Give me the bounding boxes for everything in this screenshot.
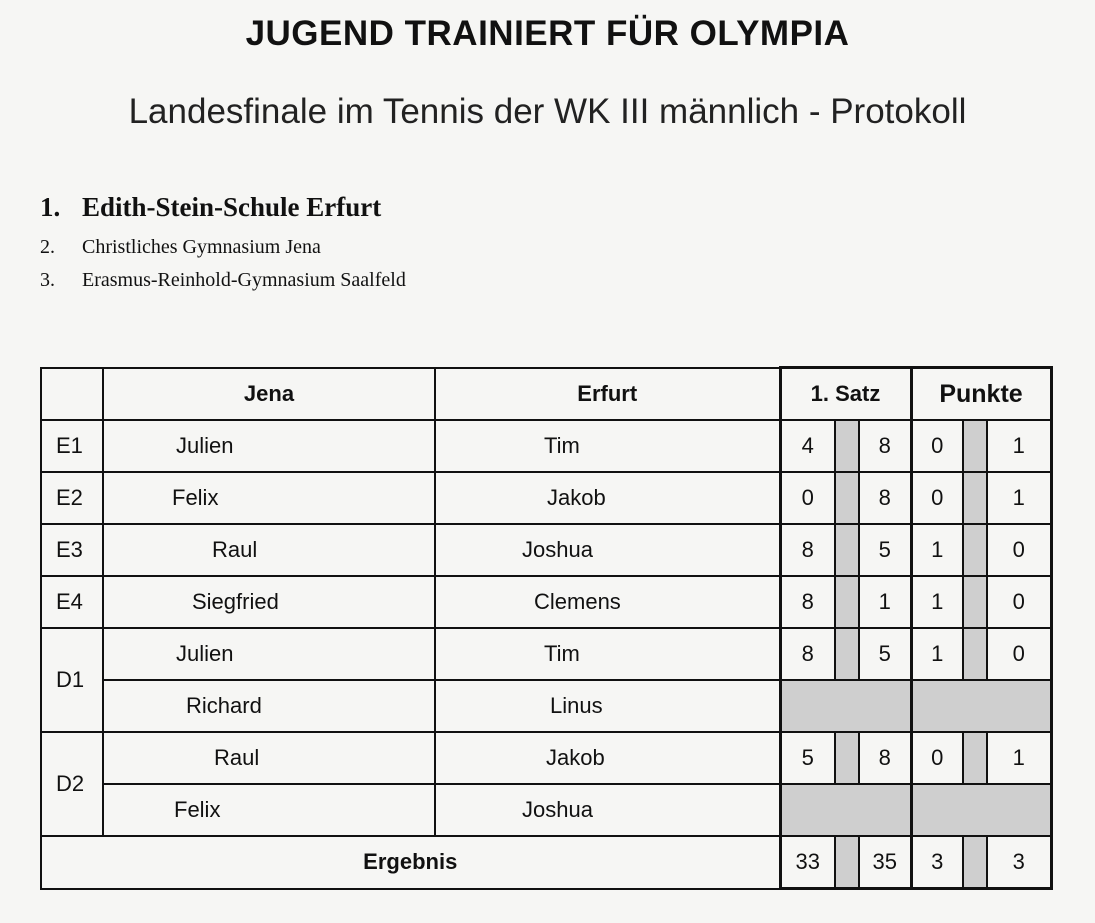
set-score-jena: 0 [780, 472, 835, 524]
points-erfurt: 0 [987, 628, 1051, 680]
set-score-erfurt: 5 [859, 628, 911, 680]
ranking-school: Christliches Gymnasium Jena [82, 236, 321, 258]
player-name: Joshua [522, 797, 593, 822]
player-name: Richard [186, 693, 262, 718]
table-row [41, 420, 1051, 472]
match-label: D2 [41, 732, 103, 836]
total-points-jena: 3 [911, 836, 963, 889]
player-jena [103, 524, 435, 576]
shaded-points-cell [911, 680, 1051, 732]
player-jena [103, 680, 435, 732]
player-erfurt [435, 472, 780, 524]
set-score-jena: 8 [780, 628, 835, 680]
table-row [41, 576, 1051, 628]
score-separator [835, 420, 859, 472]
player-name: Julien [176, 641, 234, 666]
document-subtitle: Landesfinale im Tennis der WK III männlich - Protokoll [128, 92, 967, 131]
player-erfurt [435, 576, 780, 628]
header-corner-cell [41, 368, 103, 421]
table-header-row [41, 368, 1051, 421]
points-separator [963, 732, 987, 784]
set-score-erfurt: 1 [859, 576, 911, 628]
set-score-jena: 8 [780, 524, 835, 576]
set-score-erfurt: 5 [859, 524, 911, 576]
player-name: Siegfried [192, 589, 279, 614]
match-label: E4 [41, 576, 103, 628]
points-separator [963, 576, 987, 628]
table-row [41, 784, 1051, 836]
ranking-school: Erasmus-Reinhold-Gymnasium Saalfeld [82, 269, 406, 291]
table-row [41, 680, 1051, 732]
set-score-erfurt: 8 [859, 472, 911, 524]
header-points: Punkte [911, 368, 1051, 421]
points-separator [963, 524, 987, 576]
player-name: Raul [214, 745, 260, 770]
points-separator [963, 836, 987, 889]
points-erfurt: 0 [987, 524, 1051, 576]
player-name: Jakob [546, 745, 605, 770]
match-label: E1 [41, 420, 103, 472]
points-erfurt: 1 [987, 420, 1051, 472]
set-score-jena: 8 [780, 576, 835, 628]
set-score-erfurt: 8 [859, 420, 911, 472]
player-jena [103, 472, 435, 524]
points-jena: 1 [911, 524, 963, 576]
score-separator [835, 524, 859, 576]
ranking-place: 3. [40, 269, 55, 291]
match-label: E2 [41, 472, 103, 524]
total-points-erfurt: 3 [987, 836, 1051, 889]
table-row [41, 628, 1051, 680]
player-erfurt [435, 784, 780, 836]
player-name: Raul [212, 537, 258, 562]
points-erfurt: 1 [987, 472, 1051, 524]
shaded-points-cell [911, 784, 1051, 836]
player-name: Linus [550, 693, 603, 718]
ranking-place: 2. [40, 236, 55, 258]
ranking-third [40, 269, 406, 292]
ranking-second [40, 236, 321, 259]
player-name: Jakob [547, 485, 606, 510]
result-row [41, 836, 1051, 889]
points-jena: 0 [911, 472, 963, 524]
ranking-first [40, 192, 381, 223]
player-jena [103, 576, 435, 628]
player-erfurt [435, 420, 780, 472]
points-jena: 1 [911, 576, 963, 628]
points-separator [963, 420, 987, 472]
table-row [41, 732, 1051, 784]
score-separator [835, 836, 859, 889]
player-erfurt [435, 732, 780, 784]
ranking-place: 1. [40, 192, 61, 222]
score-separator [835, 576, 859, 628]
set-score-erfurt: 8 [859, 732, 911, 784]
player-jena [103, 784, 435, 836]
points-separator [963, 628, 987, 680]
table-row [41, 472, 1051, 524]
score-separator [835, 732, 859, 784]
document-title: JUGEND TRAINIERT FÜR OLYMPIA [245, 14, 850, 53]
header-team-erfurt: Erfurt [435, 368, 780, 421]
ranking-school: Edith-Stein-Schule Erfurt [82, 192, 382, 222]
set-score-jena: 5 [780, 732, 835, 784]
match-label: E3 [41, 524, 103, 576]
set-score-jena: 4 [780, 420, 835, 472]
player-name: Joshua [522, 537, 593, 562]
player-jena [103, 628, 435, 680]
score-separator [835, 472, 859, 524]
total-set-jena: 33 [780, 836, 835, 889]
player-name: Tim [544, 433, 580, 458]
protocol-table [40, 366, 1053, 890]
player-jena [103, 420, 435, 472]
points-separator [963, 472, 987, 524]
player-jena [103, 732, 435, 784]
points-jena: 1 [911, 628, 963, 680]
header-set: 1. Satz [780, 368, 911, 421]
player-name: Julien [176, 433, 234, 458]
points-erfurt: 1 [987, 732, 1051, 784]
score-separator [835, 628, 859, 680]
player-name: Felix [172, 485, 219, 510]
total-set-erfurt: 35 [859, 836, 911, 889]
player-erfurt [435, 680, 780, 732]
points-jena: 0 [911, 420, 963, 472]
player-name: Clemens [534, 589, 621, 614]
points-jena: 0 [911, 732, 963, 784]
player-erfurt [435, 628, 780, 680]
table-row [41, 524, 1051, 576]
match-label: D1 [41, 628, 103, 732]
player-name: Tim [544, 641, 580, 666]
header-team-jena: Jena [103, 368, 435, 421]
shaded-score-cell [780, 680, 911, 732]
player-name: Felix [174, 797, 221, 822]
points-erfurt: 0 [987, 576, 1051, 628]
shaded-score-cell [780, 784, 911, 836]
player-erfurt [435, 524, 780, 576]
result-label: Ergebnis [41, 836, 780, 889]
